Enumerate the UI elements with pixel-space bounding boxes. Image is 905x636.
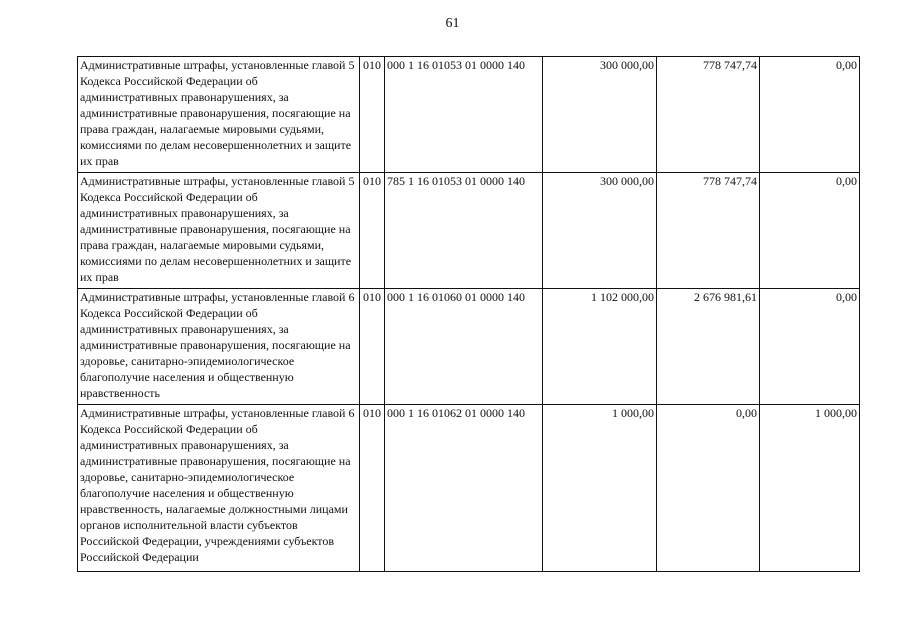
kbk-code-cell: 000 1 16 01060 01 0000 140 (385, 289, 543, 405)
value1-cell: 300 000,00 (543, 57, 657, 173)
value2-cell: 778 747,74 (657, 57, 760, 173)
table-row (78, 289, 860, 405)
page-number: 61 (445, 16, 460, 31)
revenue-table (77, 56, 860, 572)
row-name-cell: Административные штрафы, установленные главой 6 Кодекса Российской Федерации об административных правонарушениях, за административные правонарушения, посягающие на здоровье, санитарно-эпидемиологическое благополучие населения и общественную нравственность, налагаемые должностными лицами органов исполнительной власти субъектов Российской Федерации, учреждениями субъектов Российской Федерации (78, 405, 360, 572)
table-row (78, 173, 860, 289)
admin-code-cell: 010 (360, 289, 385, 405)
admin-code-cell: 010 (360, 57, 385, 173)
value3-cell: 1 000,00 (760, 405, 860, 572)
value3-cell: 0,00 (760, 57, 860, 173)
kbk-code-cell: 785 1 16 01053 01 0000 140 (385, 173, 543, 289)
value1-cell: 300 000,00 (543, 173, 657, 289)
value2-cell: 778 747,74 (657, 173, 760, 289)
value1-cell: 1 000,00 (543, 405, 657, 572)
row-name-cell: Административные штрафы, установленные главой 6 Кодекса Российской Федерации об административных правонарушениях, за административные правонарушения, посягающие на здоровье, санитарно-эпидемиологическое благополучие населения и общественную нравственность (78, 289, 360, 405)
value2-cell: 2 676 981,61 (657, 289, 760, 405)
admin-code-cell: 010 (360, 173, 385, 289)
kbk-code-cell: 000 1 16 01053 01 0000 140 (385, 57, 543, 173)
kbk-code-cell: 000 1 16 01062 01 0000 140 (385, 405, 543, 572)
row-name-cell: Административные штрафы, установленные главой 5 Кодекса Российской Федерации об административных правонарушениях, за административные правонарушения, посягающие на права граждан, налагаемые мировыми судьями, комиссиями по делам несовершеннолетних и защите их прав (78, 173, 360, 289)
value3-cell: 0,00 (760, 289, 860, 405)
admin-code-cell: 010 (360, 405, 385, 572)
value1-cell: 1 102 000,00 (543, 289, 657, 405)
row-name-cell: Административные штрафы, установленные главой 5 Кодекса Российской Федерации об административных правонарушениях, за административные правонарушения, посягающие на права граждан, налагаемые мировыми судьями, комиссиями по делам несовершеннолетних и защите их прав (78, 57, 360, 173)
table-row (78, 405, 860, 572)
value2-cell: 0,00 (657, 405, 760, 572)
table-row (78, 57, 860, 173)
value3-cell: 0,00 (760, 173, 860, 289)
